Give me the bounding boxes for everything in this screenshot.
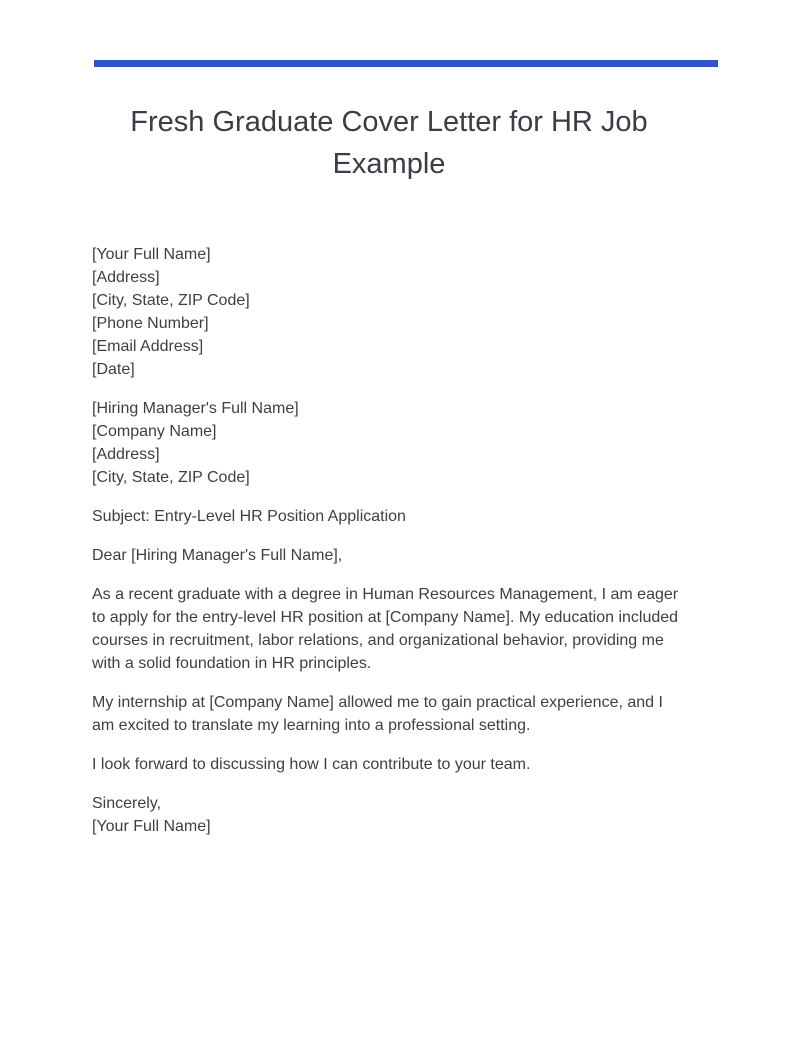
header-accent-rule	[94, 60, 718, 67]
paragraph-line: My internship at [Company Name] allowed me to gain practical experience, and I	[92, 694, 663, 711]
sender-phone: [Phone Number]	[92, 315, 209, 332]
body-paragraph-3	[92, 753, 692, 776]
paragraph-line: As a recent graduate with a degree in Human Resources Management, I am eager	[92, 586, 679, 603]
sender-address: [Address]	[92, 269, 160, 286]
paragraph-line: courses in recruitment, labor relations, and organizational behavior, providing me	[92, 632, 664, 649]
recipient-name: [Hiring Manager's Full Name]	[92, 400, 299, 417]
paragraph-line: am excited to translate my learning into a professional setting.	[92, 717, 531, 734]
sender-city-state-zip: [City, State, ZIP Code]	[92, 292, 250, 309]
subject-text: Subject: Entry-Level HR Position Application	[92, 508, 406, 525]
recipient-city-state-zip: [City, State, ZIP Code]	[92, 469, 250, 486]
body-paragraph-1	[92, 583, 692, 675]
sign-off: Sincerely,	[92, 795, 162, 812]
signature-name: [Your Full Name]	[92, 818, 211, 835]
paragraph-line: I look forward to discussing how I can contribute to your team.	[92, 756, 531, 773]
recipient-company: [Company Name]	[92, 423, 217, 440]
letter-body	[92, 243, 692, 854]
sender-name: [Your Full Name]	[92, 246, 211, 263]
document-title: Fresh Graduate Cover Letter for HR Job Example	[130, 106, 648, 180]
closing-block	[92, 792, 692, 838]
sender-email: [Email Address]	[92, 338, 204, 355]
paragraph-line: with a solid foundation in HR principles.	[92, 655, 372, 672]
salutation-text: Dear [Hiring Manager's Full Name],	[92, 547, 343, 564]
paragraph-line: to apply for the entry-level HR position at [Company Name]. My education included	[92, 609, 679, 626]
recipient-address: [Address]	[92, 446, 160, 463]
salutation	[92, 544, 692, 567]
sender-block	[92, 243, 692, 381]
sender-date: [Date]	[92, 361, 135, 378]
recipient-block	[92, 397, 692, 489]
body-paragraph-2	[92, 691, 692, 737]
subject-line	[92, 505, 692, 528]
